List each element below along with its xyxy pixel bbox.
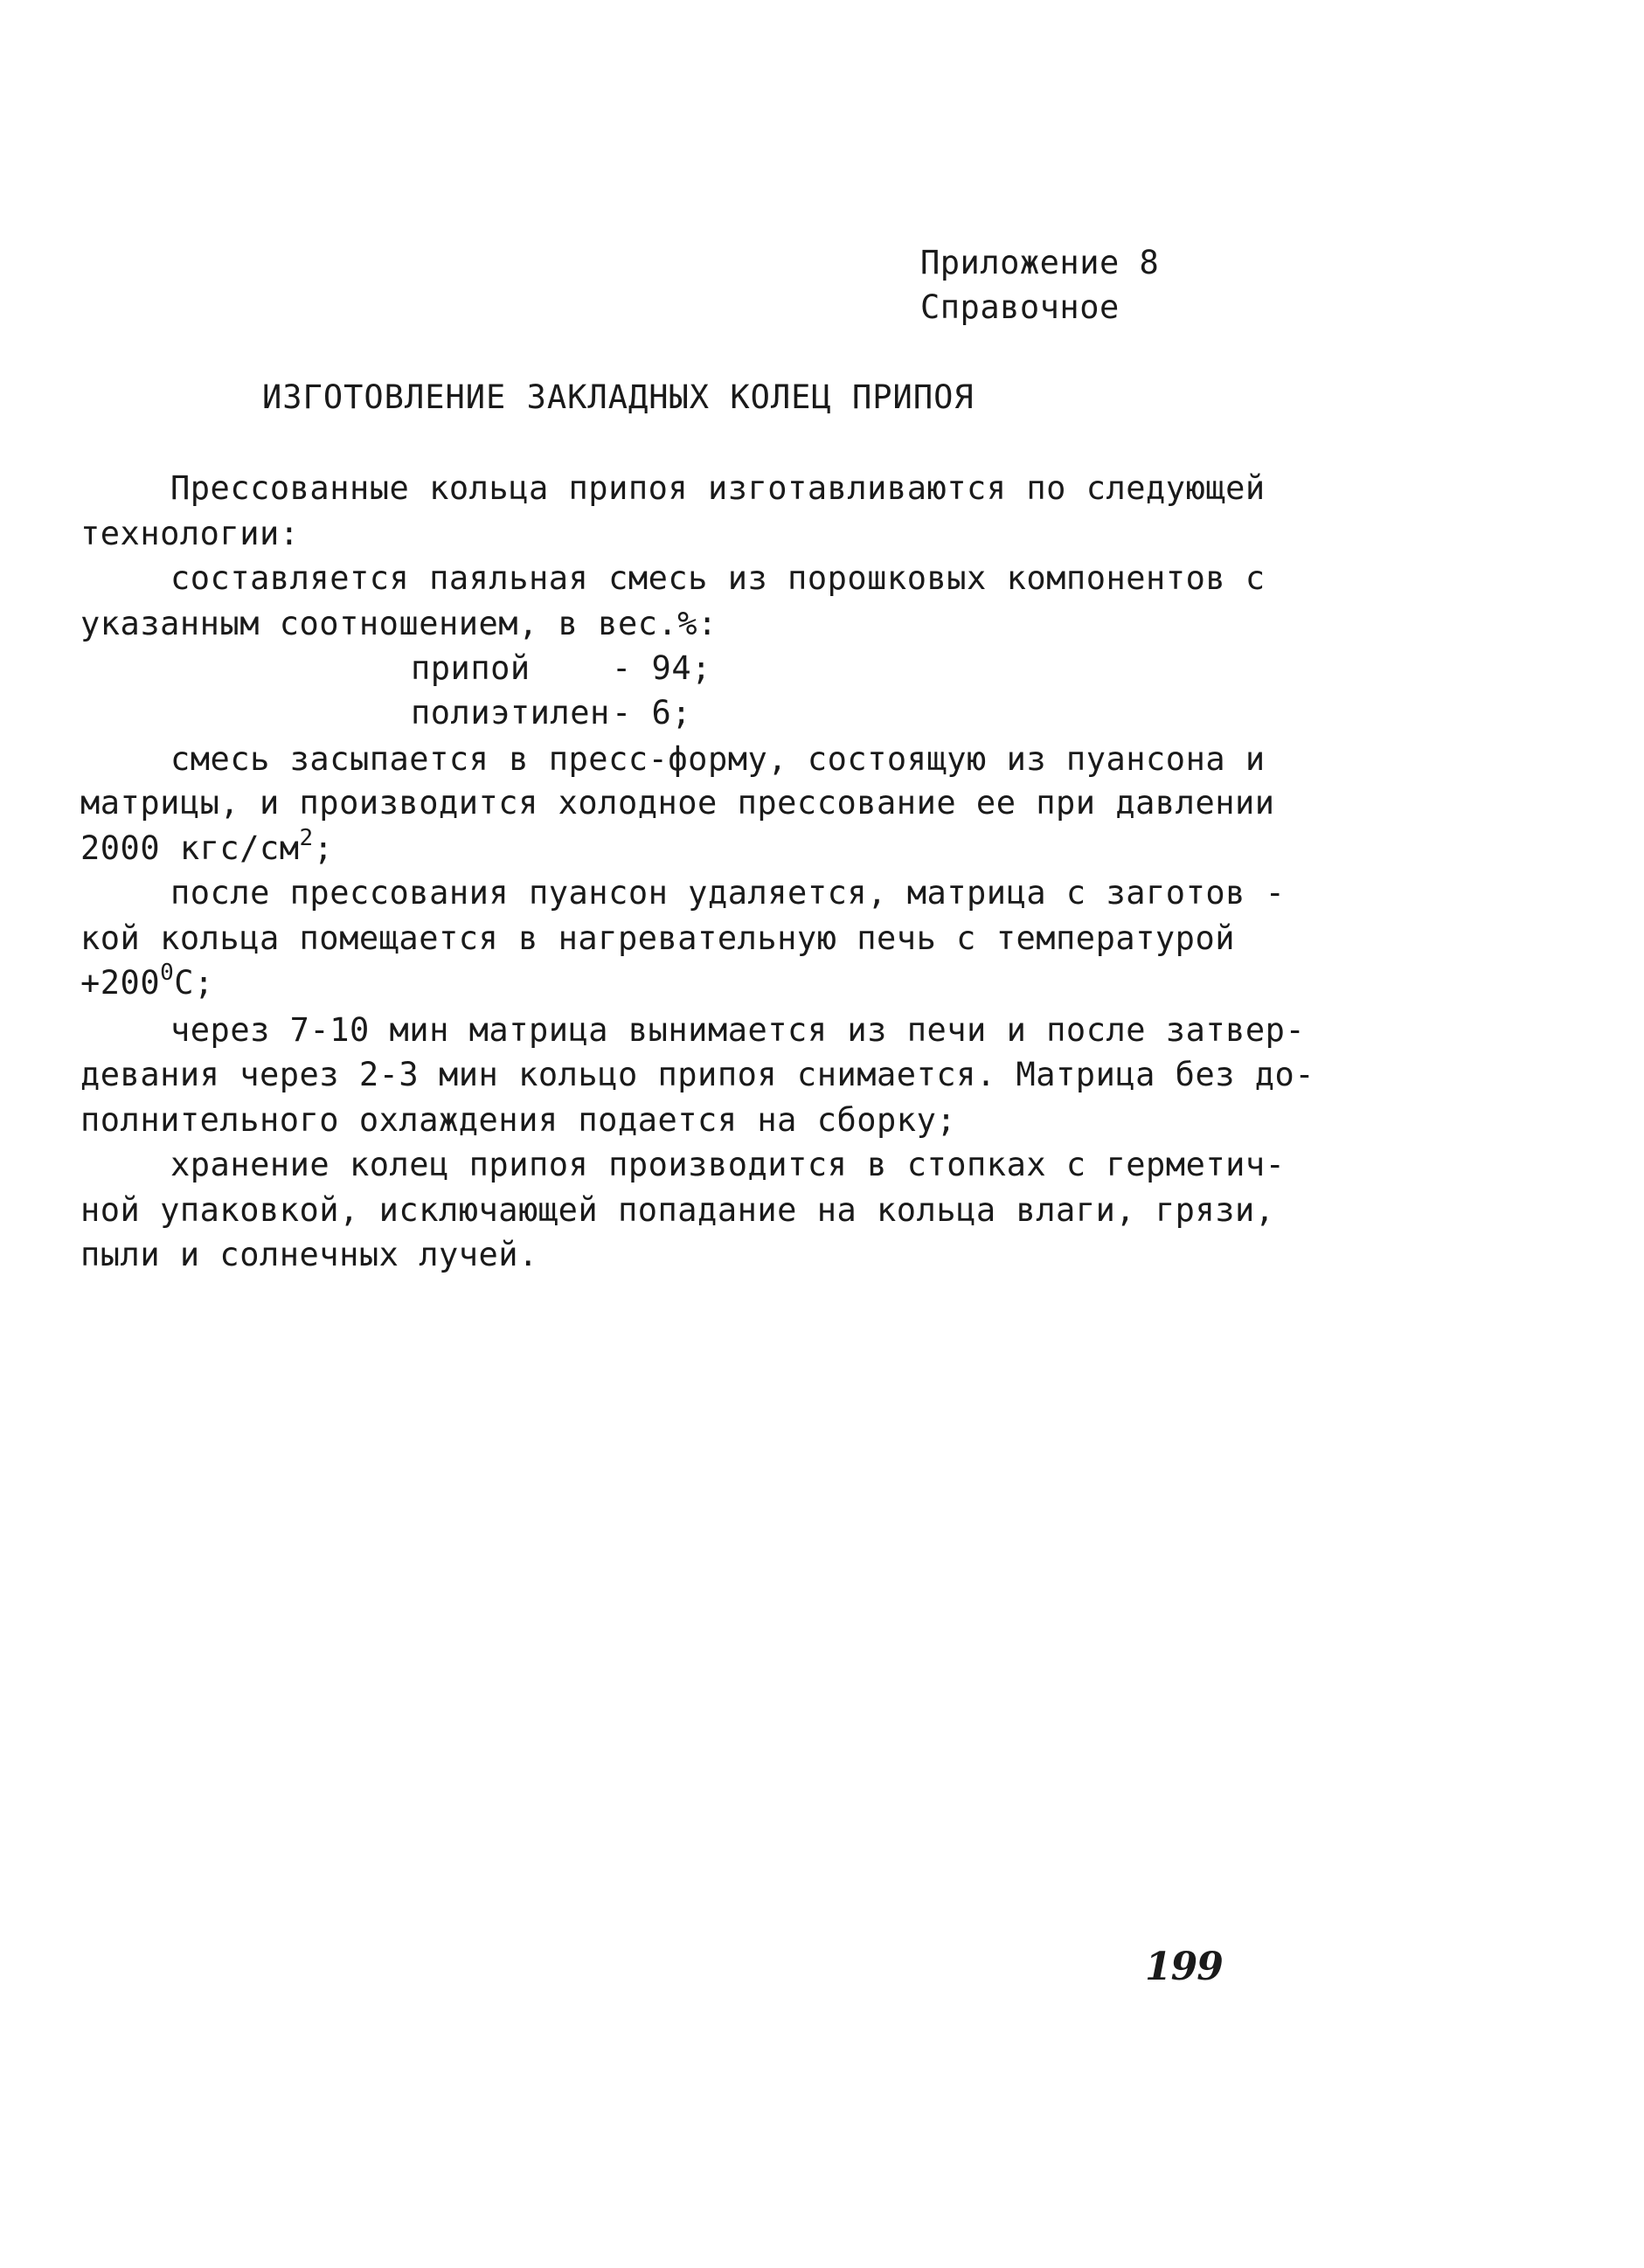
paragraph-step2-line-1: смесь засыпается в пресс-форму, состоящую из пуансона и: [170, 740, 1266, 778]
paragraph-step3-line-1: после прессования пуансон удаляется, матрица с заготов -: [170, 874, 1286, 912]
paragraph-step3-line-3: [80, 960, 214, 1002]
paragraph-step5-line-1: хранение колец припоя производится в стопках с герметич-: [170, 1146, 1286, 1183]
paragraph-step4-line-1: через 7-10 мин матрица вынимается из печи и после затвер-: [170, 1011, 1306, 1049]
paragraph-intro-line-2: технологии:: [80, 515, 300, 552]
paragraph-step4-line-3: полнительного охлаждения подается на сборку;: [80, 1101, 957, 1139]
paragraph-step2-line-2: матрицы, и производится холодное прессование ее при давлении: [80, 784, 1275, 822]
line-end: С;: [174, 964, 214, 1002]
paragraph-step5-line-3: пыли и солнечных лучей.: [80, 1236, 538, 1273]
degree-sign: 0: [160, 960, 175, 986]
document-title: ИЗГОТОВЛЕНИЕ ЗАКЛАДНЫХ КОЛЕЦ ПРИПОЯ: [262, 378, 975, 416]
component-name: припой: [411, 649, 531, 687]
component-value: - 94;: [612, 649, 711, 687]
appendix-type: Справочное: [920, 288, 1120, 326]
appendix-label: Приложение 8: [920, 244, 1160, 281]
paragraph-step3-line-2: кой кольца помещается в нагревательную печь с температурой: [80, 919, 1236, 957]
paragraph-step1-line-1: составляется паяльная смесь из порошковых компонентов с: [170, 559, 1266, 597]
paragraph-step1-line-2: указанным соотношением, в вес.%:: [80, 605, 718, 642]
page-number: 199: [1145, 1945, 1223, 1989]
paragraph-step5-line-2: ной упаковкой, исключающей попадание на кольца влаги, грязи,: [80, 1191, 1275, 1229]
paragraph-step4-line-2: девания через 2-3 мин кольцо припоя снимается. Матрица без до-: [80, 1056, 1315, 1093]
line-end: ;: [313, 829, 334, 867]
paragraph-intro-line-1: Прессованные кольца припоя изготавливаются по следующей: [170, 469, 1266, 507]
superscript: 2: [299, 825, 314, 851]
paragraph-step2-line-3: [80, 825, 334, 867]
component-value: - 6;: [612, 694, 692, 732]
temperature-value: +200: [80, 964, 161, 1002]
component-name: полиэтилен: [411, 694, 610, 732]
pressure-value: 2000 кгс/см: [80, 829, 300, 867]
